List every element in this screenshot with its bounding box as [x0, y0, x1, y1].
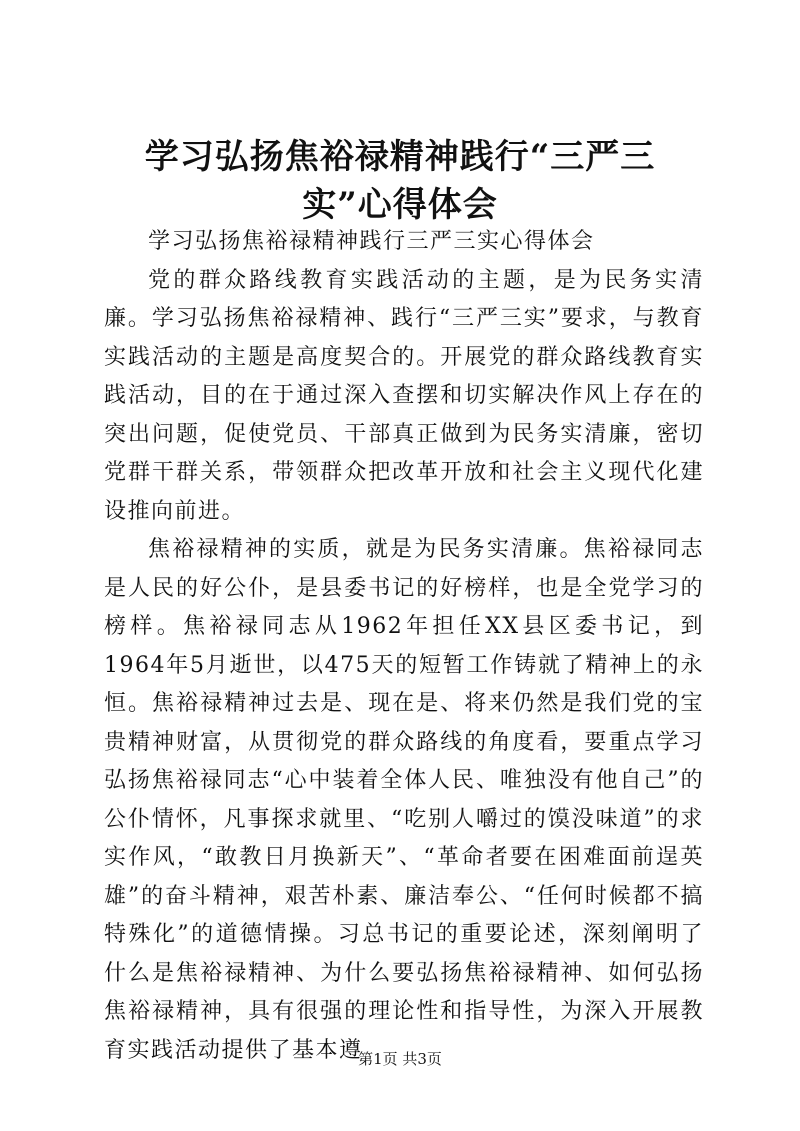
body-paragraph: 焦裕禄精神的实质，就是为民务实清廉。焦裕禄同志是人民的好公仆，是县委书记的好榜样，也是全党学习的榜样。焦裕禄同志从1962年担任XX县区委书记，到1964年5月逝世，以475天的短暂工作铸就了精神上的永恒。焦裕禄精神过去是、现在是、将来仍然是我们党的宝贵精神财富，从贯彻党的群众路线的角度看，要重点学习弘扬焦裕禄同志“心中装着全体人民、唯独没有他自己”的公仆情怀，凡事探求就里、“吃别人嚼过的馍没味道”的求实作风，“敢教日月换新天”、“革命者要在困难面前逞英雄”的奋斗精神，艰苦朴素、廉洁奉公、“任何时候都不搞特殊化”的道德情操。习总书记的重要论述，深刻阐明了什么是焦裕禄精神、为什么要弘扬焦裕禄精神、如何弘扬焦裕禄精神，具有很强的理论性和指导性，为深入开展教育实践活动提供了基本遵	[104, 537, 704, 1063]
body-paragraph: 党的群众路线教育实践活动的主题，是为民务实清廉。学习弘扬焦裕禄精神、践行“三严三实”要求，与教育实践活动的主题是高度契合的。开展党的群众路线教育实践活动，目的在于通过深入查摆和切实解决作风上存在的突出问题，促使党员、干部真正做到为民务实清廉，密切党群干群关系，带领群众把改革开放和社会主义现代化建设推向前进。	[104, 267, 704, 524]
page-number-footer: 第1页 共3页	[358, 1050, 442, 1068]
document-body	[104, 223, 704, 1070]
subtitle-paragraph: 学习弘扬焦裕禄精神践行三严三实心得体会	[148, 229, 595, 254]
document-title: 学习弘扬焦裕禄精神践行“三严三实”心得体会	[144, 137, 656, 225]
